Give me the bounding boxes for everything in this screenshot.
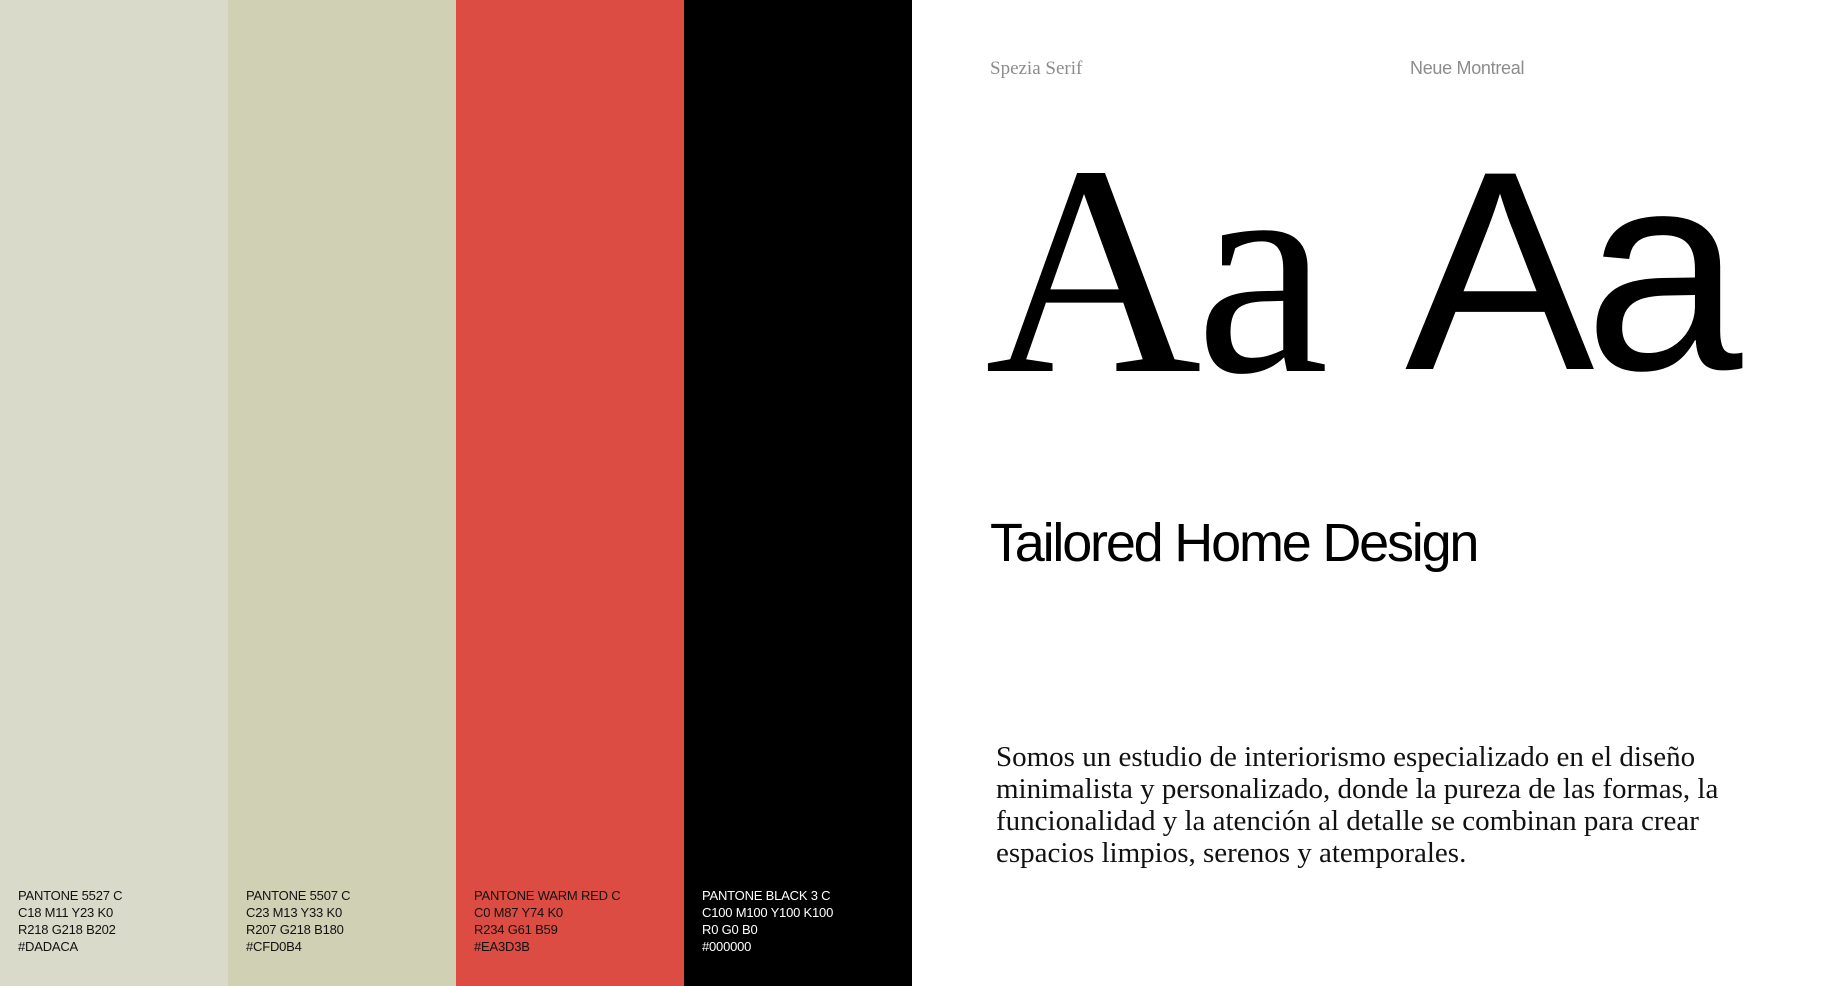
swatch-rgb: R207 G218 B180 bbox=[246, 922, 344, 937]
swatch-pantone: PANTONE BLACK 3 C bbox=[702, 888, 831, 903]
swatch-5527 bbox=[0, 0, 228, 986]
swatch-info bbox=[702, 887, 833, 955]
swatch-hex: #EA3D3B bbox=[474, 939, 530, 954]
swatch-cmyk: C100 M100 Y100 K100 bbox=[702, 905, 834, 920]
swatch-info bbox=[246, 887, 350, 955]
description-paragraph: Somos un estudio de interiorismo especializado en el diseño minimalista y personalizado, donde la pureza de las formas, la funcionalidad y la atención al detalle se combinan para crear espacios limpios, serenos y atemporales. bbox=[996, 741, 1719, 869]
tagline: Tailored Home Design bbox=[990, 513, 1478, 573]
swatch-hex: #000000 bbox=[702, 939, 752, 954]
swatch-hex: #DADACA bbox=[18, 939, 79, 954]
swatch-cmyk: C18 M11 Y23 K0 bbox=[18, 905, 114, 920]
swatch-pantone: PANTONE 5507 C bbox=[246, 888, 351, 903]
sans-specimen: Aa bbox=[1405, 113, 1733, 430]
typography-panel bbox=[912, 0, 1823, 986]
swatch-pantone: PANTONE 5527 C bbox=[18, 888, 123, 903]
swatch-pantone: PANTONE WARM RED C bbox=[474, 888, 621, 903]
swatch-rgb: R234 G61 B59 bbox=[474, 922, 558, 937]
swatch-5507 bbox=[228, 0, 456, 986]
swatch-warm-red bbox=[456, 0, 684, 986]
swatch-rgb: R218 G218 B202 bbox=[18, 922, 116, 937]
serif-specimen: Aa bbox=[985, 104, 1323, 436]
swatch-cmyk: C23 M13 Y33 K0 bbox=[246, 905, 342, 920]
swatch-info bbox=[18, 887, 122, 955]
serif-font-label: Spezia Serif bbox=[990, 58, 1083, 79]
sans-font-label: Neue Montreal bbox=[1410, 58, 1525, 78]
swatch-rgb: R0 G0 B0 bbox=[702, 922, 758, 937]
swatch-info bbox=[474, 887, 620, 955]
swatch-black bbox=[684, 0, 912, 986]
swatch-cmyk: C0 M87 Y74 K0 bbox=[474, 905, 563, 920]
swatch-hex: #CFD0B4 bbox=[246, 939, 302, 954]
